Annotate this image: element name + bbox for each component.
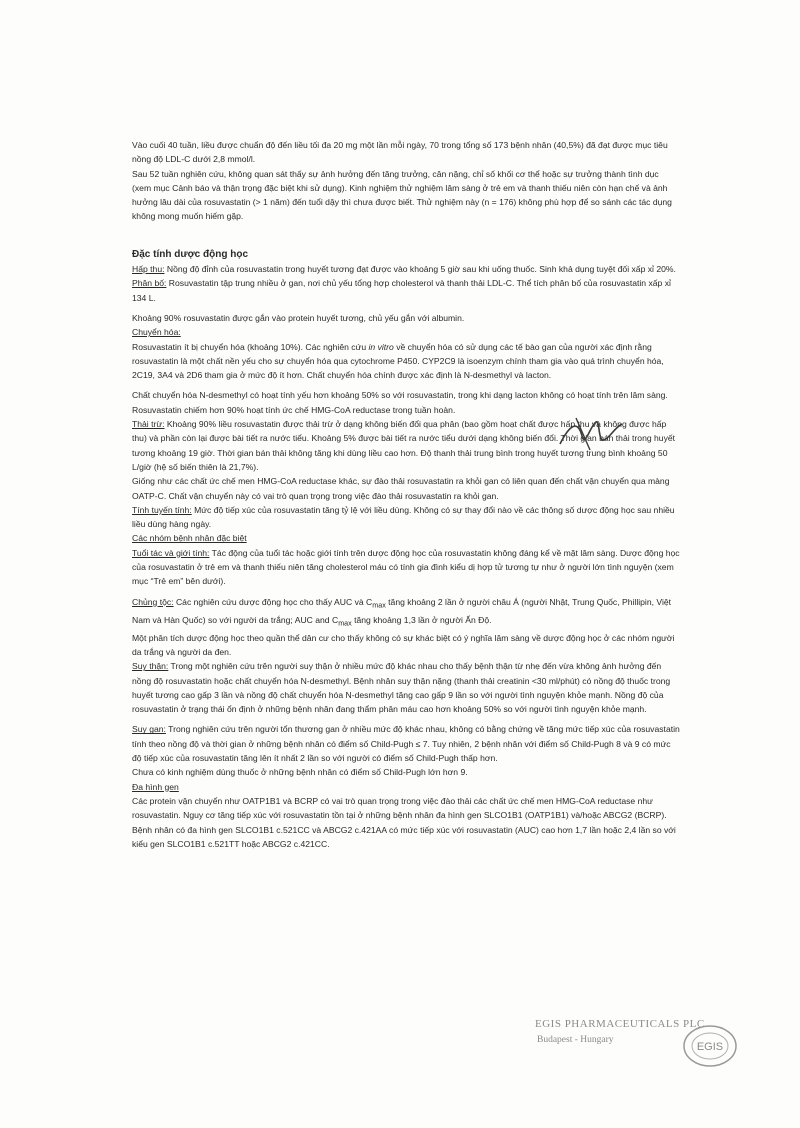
linearity-label: Tính tuyến tính: <box>132 504 192 515</box>
paragraph-titration-result: Vào cuối 40 tuần, liều được chuẩn độ đến liều tối đa 20 mg một lần mỗi ngày, 70 trong tổng số 173 bệnh nhân (40,5%) đã đạt được mục tiêu nồng độ LDL-C dưới 2,8 mmol/l. <box>132 140 668 165</box>
race-label: Chủng tộc: <box>132 596 174 607</box>
section-title: Đặc tính dược động học <box>132 248 249 260</box>
paragraph-renal <box>132 659 680 716</box>
paragraph-protein-binding: Khoảng 90% rosuvastatin được gắn vào protein huyết tương, chủ yếu gắn với albumin. <box>132 312 465 323</box>
race-text-c: tăng khoảng 1,3 lần ở người Ấn Độ. <box>351 614 492 625</box>
genetics-label: Đa hình gen <box>132 781 179 792</box>
metabolism-text-a: Rosuvastatin ít bị chuyển hóa (khoảng 10%). Các nghiên cứu <box>132 341 369 352</box>
age-sex-label: Tuổi tác và giới tính: <box>132 547 210 558</box>
paragraph-absorption <box>132 262 680 276</box>
paragraph-metabolism <box>132 340 680 383</box>
metabolism-text-b: về chuyển hóa có sử dụng các tế bào gan của người xác định rằng rosuvastatin là một chất nền yếu cho sự chuyển hóa qua cytochrome P450. CYP2C9 là isoenzym chính tham gia vào quá trình chuyển hóa, 2C19, 3A4 và 2D6 tham gia ở mức độ ít hơn. Chất chuyển hóa chính được xác định là N-desmethyl và lacton. <box>132 341 664 381</box>
stamp-company: EGIS PHARMACEUTICALS PLC <box>535 1018 705 1030</box>
paragraph-distribution <box>132 276 680 305</box>
metabolism-label: Chuyển hóa: <box>132 327 181 338</box>
race-sub-1: max <box>372 601 386 610</box>
renal-label: Suy thận: <box>132 661 169 672</box>
paragraph-hepatic-note: Chưa có kinh nghiệm dùng thuốc ở những bệnh nhân có điểm số Child-Pugh lớn hơn 9. <box>132 767 468 778</box>
paragraph-oatp: Giống như các chất ức chế men HMG-CoA reductase khác, sự đào thải rosuvastatin ra khỏi gan có liên quan đến chất vận chuyển qua màng OATP-C. Chất vận chuyển này có vai trò quan trọng trong việc đào thải rosuvastatin ra khỏi gan. <box>132 476 670 501</box>
race-text-a: Các nghiên cứu dược động học cho thấy AUC và C <box>173 596 373 607</box>
race-text-b: tăng khoảng 2 lần ở người châu Á (người Nhật, Trung Quốc, Phillipin, Việt Nam và Hàn Quốc) so với người da trắng; AUC and C <box>132 596 672 625</box>
metabolism-italic: in vitro <box>368 341 394 352</box>
paragraph-race <box>132 595 680 631</box>
egis-logo-text: EGIS <box>696 1041 724 1053</box>
absorption-label: Hấp thu: <box>132 264 165 275</box>
paragraph-growth-study: Sau 52 tuần nghiên cứu, không quan sát thấy sự ảnh hưởng đến tăng trưởng, cân nặng, chỉ số khối cơ thể hoặc sự trưởng thành tình dục (xem mục Cảnh báo và thận trọng đặc biệt khi sử dụng). Kinh nghiệm thử nghiệm lâm sàng ở trẻ em và thanh thiếu niên còn hạn chế và ảnh hưởng lâu dài của rosuvastatin (> 1 năm) đến tuổi dậy thì chưa được biết. Thử nghiệm này (n = 176) không phù hợp để so sánh các tác dụng không mong muốn hiếm gặp. <box>132 168 672 222</box>
paragraph-metabolite-activity: Chất chuyển hóa N-desmethyl có hoạt tính yếu hơn khoảng 50% so với rosuvastatin, trong khi dạng lacton không có hoạt tính trên lâm sàng. Rosuvastatin chiếm hơn 90% hoạt tính ức chế HMG-CoA reductase trong tuần hoàn. <box>132 390 668 415</box>
stamp-city: Budapest - Hungary <box>537 1035 614 1045</box>
age-sex-text: Tác động của tuổi tác hoặc giới tính trên dược động học của rosuvastatin không đáng kể về mặt lâm sàng. Dược động học của rosuvastatin ở trẻ em và thanh thiếu niên tăng cholesterol máu có tính gia đình kiểu dị hợp tử tương tự như ở người lớn tình nguyện (xem mục “Trẻ em” bên dưới). <box>132 547 680 587</box>
egis-logo-icon <box>680 1020 740 1072</box>
distribution-label: Phân bố: <box>132 278 167 289</box>
linearity-text: Mức độ tiếp xúc của rosuvastatin tăng tỷ lệ với liều dùng. Không có sự thay đổi nào về các thông số dược động học sau nhiều liều dùng hàng ngày. <box>132 504 675 530</box>
paragraph-linearity <box>132 503 680 532</box>
elimination-text: Khoảng 90% liều rosuvastatin được thải trừ ở dạng không biến đổi qua phân (bao gồm hoạt chất được hấp thu và không được hấp thu) và phần còn lại được bài tiết ra nước tiểu. Khoảng 5% được bài tiết ra nước tiểu dưới dạng không biến đổi. Thời gian bán thải trong huyết tương khoảng 19 giờ. Thời gian bán thải không tăng khi dùng liều cao hơn. Độ thanh thải trung bình trong huyết tương trung bình khoảng 50 L/giờ (hệ số biến thiên là 21,7%). <box>132 419 676 472</box>
absorption-text: Nồng độ đỉnh của rosuvastatin trong huyết tương đạt được vào khoảng 5 giờ sau khi uống thuốc. Sinh khả dụng tuyệt đối xấp xỉ 20%. <box>164 264 676 275</box>
distribution-text: Rosuvastatin tập trung nhiều ở gan, nơi chủ yếu tổng hợp cholesterol và thanh thải LDL-C. Thể tích phân bố của rosuvastatin xấp xỉ 134 L. <box>132 278 671 303</box>
race-sub-2: max <box>338 619 352 628</box>
signature-mark <box>556 414 626 454</box>
elimination-label: Thải trừ: <box>132 419 165 430</box>
hepatic-text: Trong nghiên cứu trên người tổn thương gan ở nhiều mức độ khác nhau, không có bằng chứng về tăng mức tiếp xúc của rosuvastatin tính theo nồng độ và thời gian ở những bệnh nhân có điểm số Child-Pugh ≤ 7. Tuy nhiên, 2 bệnh nhân với điểm số Child-Pugh 8 và 9 có mức độ tiếp xúc của rosuvastatin tăng lên ít nhất 2 lần so với người có điểm số Child-Pugh thấp hơn. <box>132 724 680 764</box>
paragraph-race-population: Một phân tích dược động học theo quần thể dân cư cho thấy không có sự khác biệt có ý nghĩa lâm sàng về dược động học ở các nhóm người da trắng và người da đen. <box>132 632 675 657</box>
paragraph-age-sex <box>132 546 680 589</box>
document-page <box>132 138 680 851</box>
special-groups-title: Các nhóm bệnh nhân đặc biệt <box>132 533 247 544</box>
company-stamp <box>535 1018 740 1076</box>
hepatic-label: Suy gan: <box>132 724 166 735</box>
renal-text: Trong một nghiên cứu trên người suy thận ở nhiều mức độ khác nhau cho thấy bệnh thận từ nhẹ đến vừa không ảnh hưởng đến nồng độ rosuvastatin hoặc chất chuyển hóa N-desmethyl. Bệnh nhân suy thận nặng (thanh thải creatinin <30 ml/phút) có nồng độ thuốc trong huyết tương cao gấp 3 lần và nồng độ chất chuyển hóa N-desmethyl tăng cao gấp 9 lần so với người tình nguyện khỏe mạnh. Nồng độ của rosuvastatin ở trạng thái ổn định ở những bệnh nhân đang thẩm phân máu cao hơn khoảng 50% so với người tình nguyện khỏe mạnh. <box>132 661 671 715</box>
paragraph-hepatic <box>132 722 680 765</box>
paragraph-genetics: Các protein vận chuyển như OATP1B1 và BCRP có vai trò quan trọng trong việc đào thải các chất ức chế men HMG-CoA reductase như rosuvastatin. Nguy cơ tăng tiếp xúc với rosuvastatin tồn tại ở những bệnh nhân đa hình gen SLCO1B1 (OATP1B1) và/hoặc ABCG2 (BCRP). Bệnh nhân có đa hình gen SLCO1B1 c.521CC và ABCG2 c.421AA có mức tiếp xúc với rosuvastatin (AUC) cao hơn 1,7 lần hoặc 2,4 lần so với kiểu gen SLCO1B1 c.521TT hoặc ABCG2 c.421CC. <box>132 795 676 849</box>
